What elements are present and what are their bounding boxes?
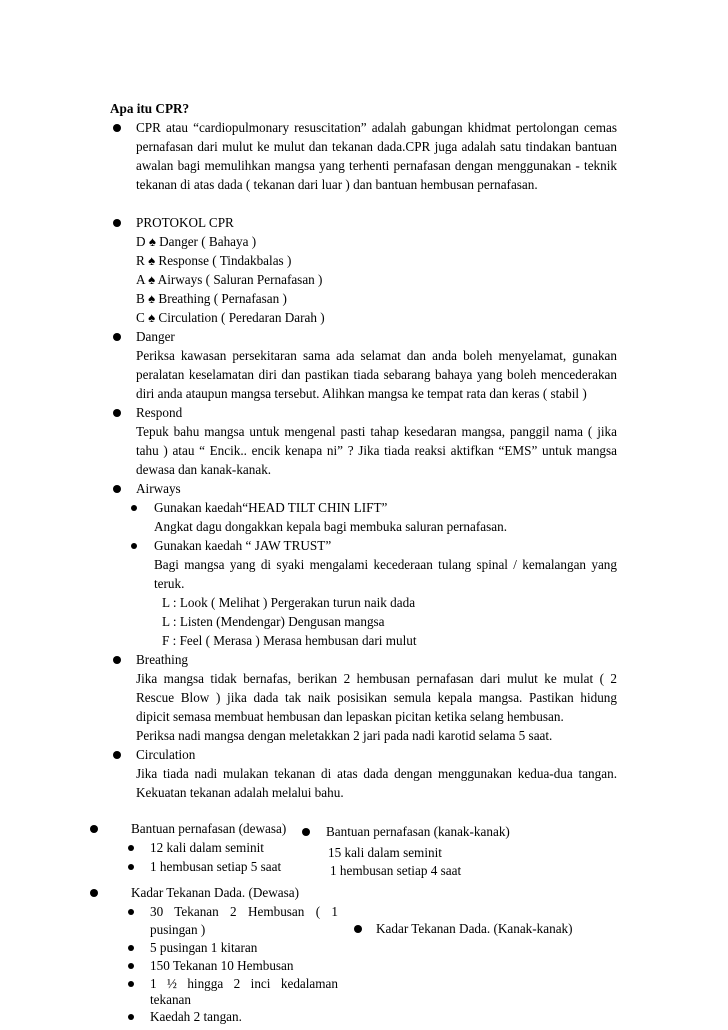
protokol-item: R ♠ Response ( Tindakbalas ) [136,253,292,268]
bullet [354,925,362,933]
bullet [113,751,121,759]
bantuan-kanak-heading: Bantuan pernafasan (kanak-kanak) [326,824,510,839]
bullet [113,656,121,664]
protokol-item: A ♠ Airways ( Saluran Pernafasan ) [136,272,323,287]
sub-bullet [128,945,134,951]
lff-line: F : Feel ( Merasa ) Merasa hembusan dari mulut [162,633,417,648]
bullet [113,219,121,227]
cpr-def-line: pernafasan dari mulut ke mulut dan tekanan dada.CPR juga adalah satu tindakan bantuan [136,139,617,154]
bantuan-dewasa-item: 1 hembusan setiap 5 saat [150,859,282,874]
cpr-def-line: tekanan di atas dada ( tekanan dari luar ) dan bantuan hembusan pernafasan. [136,177,538,192]
bullet [113,409,121,417]
sub-bullet [131,505,137,511]
bullet [113,485,121,493]
protokol-item: C ♠ Circulation ( Peredaran Darah ) [136,310,325,325]
airways-heading: Airways [136,481,181,496]
airways-sub-title: Gunakan kaedah “ JAW TRUST” [154,538,332,553]
tekanan-dewasa-item: 1 ½ hingga 2 inci kedalaman [150,976,338,991]
sub-bullet [128,845,134,851]
circulation-line: Jika tiada nadi mulakan tekanan di atas dada dengan menggunakan kedua-dua tangan. [136,766,617,781]
tekanan-dewasa-item: 5 pusingan 1 kitaran [150,940,258,955]
airways-sub-desc: Bagi mangsa yang di syaki mengalami kecederaan tulang spinal / kemalangan yang [154,557,617,572]
respond-line: tahu ) atau “ Encik.. encik kenapa ni” ? Jika tiada reaksi aktifkan “EMS” untuk mangsa [136,443,617,458]
cpr-def-line: CPR atau “cardiopulmonary resuscitation” adalah gabungan khidmat pertolongan cemas [136,120,617,135]
protokol-heading: PROTOKOL CPR [136,215,234,230]
bantuan-dewasa-item: 12 kali dalam seminit [150,840,264,855]
bullet [113,333,121,341]
tekanan-dewasa-item: 30 Tekanan 2 Hembusan ( 1 [150,904,338,919]
danger-heading: Danger [136,329,175,344]
sub-bullet [128,864,134,870]
tekanan-dewasa-item: 150 Tekanan 10 Hembusan [150,958,294,973]
breathing-line: Jika mangsa tidak bernafas, berikan 2 hembusan pernafasan dari mulut ke mulat ( 2 [136,671,617,686]
tekanan-dewasa-heading: Kadar Tekanan Dada. (Dewasa) [131,885,299,900]
bantuan-kanak-line: 1 hembusan setiap 4 saat [330,863,462,878]
respond-line: dewasa dan kanak-kanak. [136,462,272,477]
protokol-item: D ♠ Danger ( Bahaya ) [136,234,257,249]
bullet [302,828,310,836]
bullet [90,825,98,833]
respond-line: Tepuk bahu mangsa untuk mengenal pasti tahap kesedaran mangsa, panggil nama ( jika [136,424,617,439]
bullet [113,124,121,132]
respond-heading: Respond [136,405,183,420]
page-title: Apa itu CPR? [110,101,190,116]
airways-sub-desc: Angkat dagu dongakkan kepala bagi membuka saluran pernafasan. [154,519,508,534]
tekanan-kanak-heading: Kadar Tekanan Dada. (Kanak-kanak) [376,921,573,936]
sub-bullet [128,1014,134,1020]
sub-bullet [128,909,134,915]
tekanan-dewasa-item: tekanan [150,992,192,1007]
bullet [90,889,98,897]
breathing-line: dipicit semasa membuat hembusan dan lepaskan picitan ketika selang hembusan. [136,709,564,724]
lff-line: L : Listen (Mendengar) Dengusan mangsa [162,614,385,629]
sub-bullet [131,543,137,549]
danger-line: diri anda ataupun mangsa tersebut. Alihkan mangsa ke tempat rata dan keras ( stabil ) [136,386,587,401]
danger-line: Periksa kawasan persekitaran sama ada selamat dan anda boleh menyelamat, gunakan [136,348,617,363]
tekanan-dewasa-item: Kaedah 2 tangan. [150,1009,242,1024]
danger-line: peralatan keselamatan diri dan pastikan tiada sebarang bahaya yang boleh mencederakan [136,367,617,382]
circulation-line: Kekuatan tekanan adalah melalui bahu. [136,785,344,800]
breathing-line: Periksa nadi mangsa dengan meletakkan 2 jari pada nadi karotid selama 5 saat. [136,728,553,743]
bantuan-dewasa-heading: Bantuan pernafasan (dewasa) [131,821,287,836]
protokol-item: B ♠ Breathing ( Pernafasan ) [136,291,287,306]
sub-bullet [128,981,134,987]
lff-line: L : Look ( Melihat ) Pergerakan turun naik dada [162,595,416,610]
airways-sub-title: Gunakan kaedah“HEAD TILT CHIN LIFT” [154,500,388,515]
bantuan-kanak-line: 15 kali dalam seminit [328,845,442,860]
breathing-heading: Breathing [136,652,189,667]
cpr-def-line: awalan bagi memulihkan mangsa yang terhenti pernafasan dengan menggunakan - teknik [136,158,617,173]
circulation-heading: Circulation [136,747,196,762]
airways-sub-desc: teruk. [154,576,185,591]
sub-bullet [128,963,134,969]
breathing-line: Rescue Blow ) jika dada tak naik posisikan semula kepala mangsa. Pastikan hidung [136,690,617,705]
tekanan-dewasa-item: pusingan ) [150,922,206,937]
